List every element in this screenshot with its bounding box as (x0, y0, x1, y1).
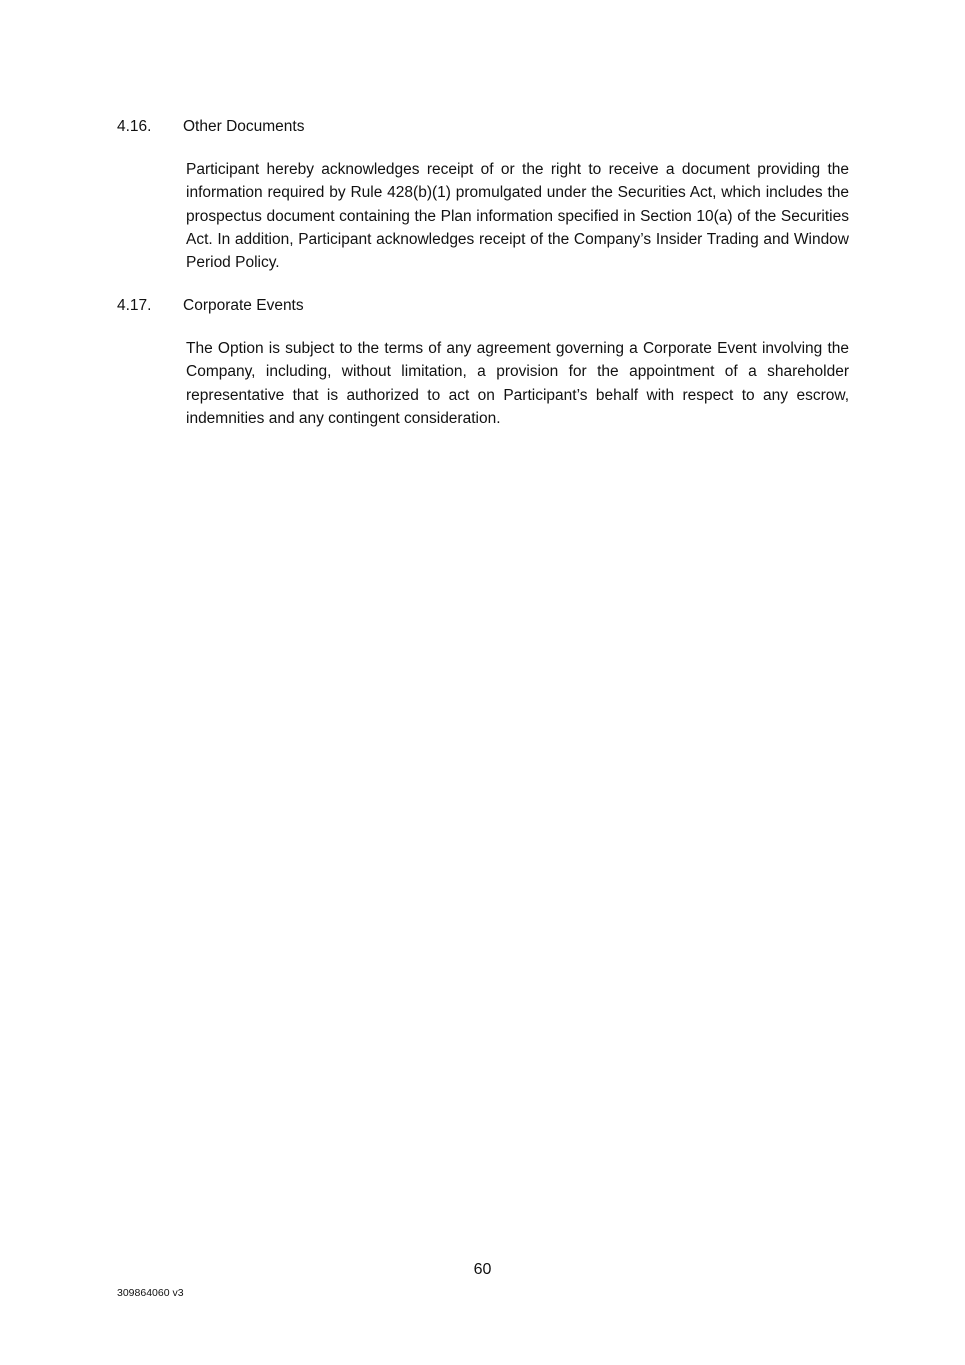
section-4-17 (117, 296, 849, 430)
section-4-16 (117, 117, 849, 274)
section-body: Participant hereby acknowledges receipt of or the right to receive a document providing the information required by Rule 428(b)(1) promulgated under the Securities Act, which includes the prospectus document containing the Plan information specified in Section 10(a) of the Securities Act. In addition, Participant acknowledges receipt of the Company’s Insider Trading and Window Period Policy. (186, 161, 849, 272)
section-heading (117, 296, 849, 316)
section-body: The Option is subject to the terms of any agreement governing a Corporate Event involving the Company, including, without limitation, a provision for the appointment of a shareholder representative that is authorized to act on Participant’s behalf with respect to any escrow, indemnities and any contingent consideration. (186, 340, 849, 427)
section-number: 4.17. (117, 297, 152, 314)
section-number: 4.16. (117, 118, 152, 135)
page-number: 60 (473, 1261, 492, 1278)
section-title: Corporate Events (183, 297, 304, 314)
section-heading (117, 117, 849, 137)
document-id: 309864060 v3 (117, 1287, 184, 1299)
section-title: Other Documents (183, 118, 305, 135)
